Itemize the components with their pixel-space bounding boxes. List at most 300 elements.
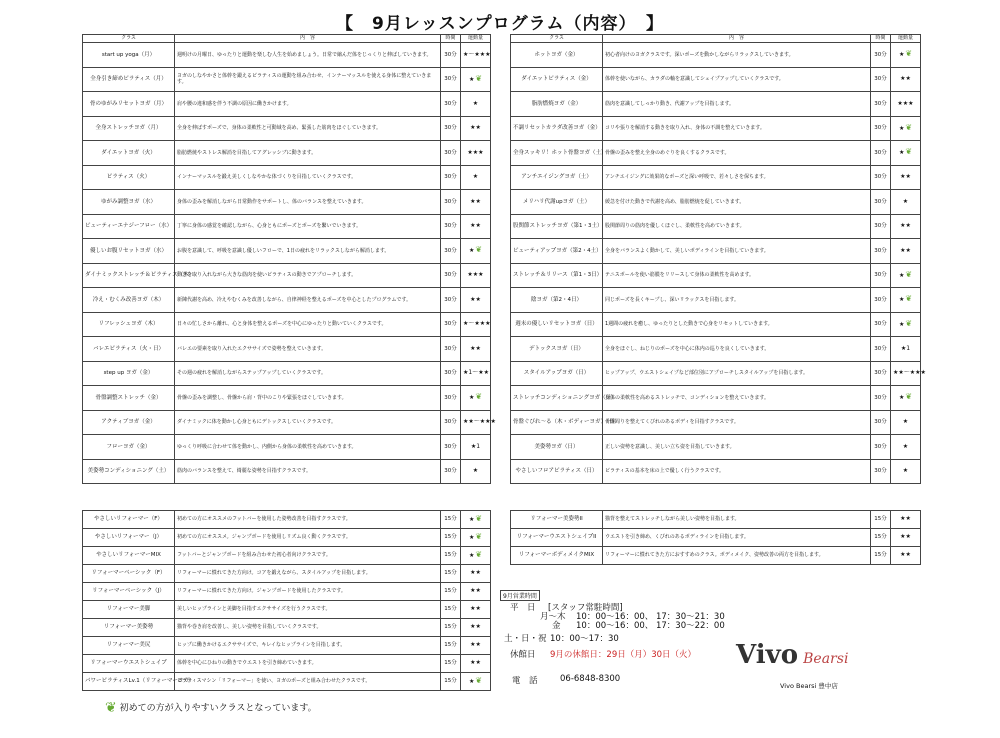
class-description-text: ピラティスマシン「リフォーマー」を使い、ヨガのポーズと組み合わせたクラスです。	[177, 678, 371, 685]
class-description	[603, 92, 871, 117]
class-row	[511, 337, 921, 362]
class-intensity-text: ★★～★★★	[463, 418, 496, 425]
class-description-text: ゆっくり呼吸に合わせて体を動かし、内側から身体の柔軟性を高めていきます。	[177, 443, 357, 450]
class-duration-text: 15分	[444, 624, 457, 631]
class-duration-text: 30分	[874, 125, 887, 131]
class-description-text: 猫背や巻き肩を改善し、美しい姿勢を目指していくクラスです。	[177, 624, 322, 631]
class-row	[83, 263, 491, 288]
class-name-text: 美姿勢ヨガ（日）	[534, 443, 579, 450]
class-intensity	[891, 435, 921, 460]
class-description	[603, 214, 871, 239]
class-intensity-text: ★	[902, 197, 909, 205]
class-description	[603, 529, 871, 547]
class-intensity	[891, 288, 921, 313]
class-description-text: テニスボールを使い筋膜をリリースして身体の柔軟性を高めます。	[605, 272, 755, 279]
beginner-leaf-icon: ❦	[905, 49, 913, 58]
class-name	[83, 214, 175, 239]
class-duration	[871, 386, 891, 411]
class-intensity	[461, 410, 496, 435]
class-intensity	[461, 619, 491, 637]
class-description	[175, 673, 441, 691]
class-duration-text: 30分	[874, 247, 887, 254]
mon-thu-hours: 10：00～16：00、 17：30～21：30	[576, 612, 725, 622]
class-intensity	[461, 288, 491, 313]
class-name-text: アクティブヨガ（金）	[101, 419, 156, 425]
class-name-text: 脂肪燃焼ヨガ（金）	[531, 100, 582, 107]
class-duration-text: 30分	[874, 223, 887, 229]
class-intensity	[891, 511, 921, 529]
logo-subtitle: Vivo Bearsi 豊中店	[780, 682, 838, 690]
class-intensity	[461, 190, 491, 215]
class-row	[511, 386, 921, 411]
holiday-label: 休館日	[510, 650, 536, 660]
class-description-text: 週明けの月曜日、ゆったりと運動を楽しむ人生を始めましょう。日常で縮んだ体をじっくりと伸ばしていきます。	[177, 51, 432, 58]
class-description	[603, 263, 871, 288]
class-intensity	[891, 386, 921, 411]
class-name	[83, 165, 175, 190]
class-duration-text: 30分	[444, 174, 457, 180]
class-duration	[871, 435, 891, 460]
class-intensity-text: ★★	[470, 344, 481, 352]
class-duration-text: 30分	[444, 51, 457, 58]
class-intensity-text: ★	[902, 467, 909, 474]
class-description	[175, 361, 441, 386]
class-name	[83, 529, 175, 547]
class-name	[83, 637, 175, 655]
class-intensity	[461, 673, 491, 691]
class-duration-text: 30分	[444, 223, 457, 229]
class-name-text: リフォーマー美姿勢II	[530, 516, 583, 523]
class-row	[511, 190, 921, 215]
class-intensity	[891, 263, 921, 288]
class-name	[83, 459, 175, 484]
class-row	[83, 637, 491, 655]
class-duration-text: 30分	[444, 296, 457, 303]
class-row	[83, 92, 491, 117]
class-name-text: 陰ヨガ（第2・4日）	[531, 296, 582, 303]
class-name	[511, 92, 603, 117]
beginner-leaf-icon: ❦	[475, 392, 483, 401]
class-row	[511, 312, 921, 337]
class-name-text: リフォーマーベーシック（F）	[91, 570, 166, 577]
class-row	[511, 165, 921, 190]
class-intensity	[461, 511, 491, 529]
class-duration-text: 30分	[444, 321, 457, 327]
class-description-text: 1週間の疲れを癒し、ゆったりとした動きで心身をリセットしていきます。	[605, 321, 773, 328]
header-level: 運動量	[461, 35, 491, 43]
class-name	[83, 239, 175, 264]
class-name-text: リフォーマーウエストシェイプII	[516, 534, 597, 541]
class-name	[83, 43, 175, 68]
class-intensity-text: ★★	[900, 551, 911, 559]
class-duration	[871, 43, 891, 68]
header-content: 内 容	[175, 35, 441, 43]
class-duration	[441, 67, 461, 92]
class-description-text: 動きを取り入れながら大きな筋肉を使いピラティスの動きでアプローチします。	[177, 272, 357, 279]
class-name	[511, 263, 603, 288]
class-intensity-text: ★★	[900, 75, 911, 82]
class-row	[511, 92, 921, 117]
class-intensity	[461, 312, 491, 337]
class-duration	[871, 410, 891, 435]
class-duration	[441, 655, 461, 673]
class-name	[83, 92, 175, 117]
class-intensity-text: ★	[898, 394, 905, 401]
class-description	[175, 67, 441, 92]
class-duration	[441, 165, 461, 190]
class-duration-text: 30分	[874, 468, 887, 474]
beginner-leaf-icon: ❦	[905, 147, 913, 156]
class-description-text: インナーマッスルを鍛え美しくしなやかな体づくりを目指していくクラスです。	[177, 174, 357, 181]
weekend-hours: 10：00～17：30	[550, 634, 619, 644]
class-name	[511, 435, 603, 460]
class-name	[511, 361, 603, 386]
class-row	[83, 239, 491, 264]
class-description-text: アンチエイジングに効果的なポーズと深い呼吸で、若々しさを保ちます。	[605, 174, 769, 181]
class-duration-text: 30分	[444, 149, 457, 156]
class-row	[83, 190, 491, 215]
class-description-text: 日々の忙しさから離れ、心と身体を整えるポーズを中心にゆったりと動いていくクラスです。	[177, 321, 387, 328]
class-description-text: 身体の柔軟性を高めるストレッチで、コンディションを整えていきます。	[605, 394, 769, 401]
class-description-text: 緩急を付けた動きで代謝を高め、脂肪燃焼を促していきます。	[605, 198, 745, 205]
class-description	[603, 337, 871, 362]
class-intensity-text: ★～★★★	[463, 320, 491, 327]
class-intensity-text: ★	[472, 467, 479, 474]
class-duration	[871, 141, 891, 166]
class-description-text: ダイナミックに体を動かし心身ともにデトックスしていくクラスです。	[177, 419, 337, 426]
class-intensity-text: ★1	[900, 344, 911, 352]
class-duration-text: 30分	[444, 272, 457, 278]
header-content: 内 容	[603, 35, 871, 43]
class-name	[511, 337, 603, 362]
class-duration-text: 30分	[874, 296, 887, 303]
class-intensity-text: ★★	[470, 641, 481, 649]
class-name-text: 全身引き締めピラティス（月）	[90, 76, 167, 82]
class-duration	[871, 529, 891, 547]
class-intensity	[891, 312, 921, 337]
class-intensity	[461, 601, 491, 619]
class-row	[511, 43, 921, 68]
header-class: クラス	[511, 35, 603, 43]
tel-label: 電 話	[512, 676, 538, 686]
class-description-text: ピラティスの基本を床の上で優しく行うクラスです。	[605, 468, 725, 475]
mon-thu-label: 月～木	[540, 612, 566, 622]
class-intensity-text: ★★	[900, 222, 911, 229]
class-intensity	[461, 92, 491, 117]
class-duration-text: 30分	[444, 419, 457, 425]
class-description-text: 全身をほぐし、ねじりのポーズを中心に体内の巡りを良くしていきます。	[605, 345, 770, 352]
class-description	[603, 459, 871, 484]
class-name-text: 冷え・むくみ改善ヨガ（木）	[92, 296, 165, 303]
class-duration	[871, 116, 891, 141]
class-duration	[441, 547, 461, 565]
class-duration	[441, 619, 461, 637]
class-duration-text: 30分	[874, 272, 887, 278]
class-duration	[441, 361, 461, 386]
fri-label: 金	[552, 621, 561, 631]
class-name-text: 骨盤調整ストレッチ（金）	[95, 394, 162, 401]
class-intensity	[891, 67, 921, 92]
class-duration-text: 30分	[444, 125, 457, 131]
class-intensity-text: ★★★	[897, 99, 914, 107]
class-description-text: 同じポーズを長くキープし、深いリラックスを目指します。	[605, 296, 739, 303]
beginner-leaf-icon: ❦	[105, 700, 117, 716]
class-intensity	[461, 116, 491, 141]
class-intensity-text: ★	[468, 75, 475, 83]
class-duration	[871, 190, 891, 215]
beginner-leaf-icon: ❦	[475, 73, 483, 83]
class-duration	[871, 288, 891, 313]
class-intensity-text: ★	[468, 394, 475, 401]
class-duration	[871, 214, 891, 239]
class-duration	[441, 43, 461, 68]
class-intensity	[461, 214, 491, 239]
class-duration-text: 30分	[874, 76, 887, 82]
schedule-table-left-top	[82, 34, 496, 484]
class-description	[175, 601, 441, 619]
class-name	[511, 67, 603, 92]
class-intensity	[461, 165, 491, 190]
tel-value: 06-6848-8300	[560, 674, 621, 684]
class-intensity	[461, 529, 491, 547]
class-name	[83, 673, 195, 691]
class-name	[83, 361, 175, 386]
class-name	[83, 583, 175, 601]
class-intensity-text: ★	[898, 320, 905, 328]
class-name	[83, 337, 175, 362]
class-name-text: リフォーマーベーシック（J）	[92, 588, 165, 595]
class-description	[603, 190, 871, 215]
class-description-text: 体幹を中心にひねりの動きでウエストを引き締めていきます。	[177, 660, 317, 667]
class-duration	[871, 337, 891, 362]
class-duration	[441, 214, 461, 239]
class-description-text: リフォーマーに慣れてきた方向け。コアを鍛えながら、スタイルアップを目指します。	[177, 570, 371, 577]
class-description-text: 全身を伸ばすポーズで、身体の柔軟性と可動域を高め、緊張した筋肉をほぐしていきます。	[177, 125, 382, 132]
class-name	[83, 263, 195, 288]
class-description	[175, 583, 441, 601]
class-duration-text: 15分	[444, 552, 457, 559]
class-intensity-text: ★★	[470, 222, 481, 229]
class-name-text: ピラティス（火）	[106, 174, 151, 180]
class-intensity	[891, 116, 921, 141]
class-row	[83, 312, 491, 337]
class-row	[83, 655, 491, 673]
class-duration-text: 15分	[444, 516, 457, 523]
class-duration-text: 30分	[874, 443, 887, 450]
header-class: クラス	[83, 35, 175, 43]
class-intensity	[891, 459, 921, 484]
class-intensity-text: ★	[902, 418, 909, 425]
class-row	[83, 601, 491, 619]
class-description-text: お腹を意識して、呼吸を意識し優しいフローで、1日の疲れをリラックスしながら解消します。	[177, 247, 390, 254]
class-intensity	[461, 141, 491, 166]
class-name	[511, 288, 603, 313]
class-description	[175, 529, 441, 547]
class-intensity	[461, 263, 491, 288]
class-intensity-text: ★	[898, 149, 905, 156]
class-row	[83, 288, 491, 313]
class-duration	[441, 601, 461, 619]
holiday-value: 9月の休館日：29日（月）30日（火）	[550, 650, 697, 660]
class-row	[83, 619, 491, 637]
class-duration-text: 15分	[874, 516, 887, 523]
class-description-text: 身体の歪みを解消しながら日常動作をサポートし、体のバランスを整えていきます。	[177, 198, 367, 205]
class-name	[511, 43, 603, 68]
beginner-leaf-icon: ❦	[905, 294, 913, 303]
class-name-text: step up ヨガ（金）	[103, 370, 154, 376]
class-description-text: ウエストを引き締め、くびれのあるボディラインを目指します。	[605, 534, 749, 541]
class-intensity-text: ★	[898, 51, 905, 58]
beginner-leaf-icon: ❦	[475, 675, 483, 685]
class-intensity	[891, 547, 921, 565]
class-intensity	[461, 459, 491, 484]
class-description-text: 猫背を整えてストレッチしながら美しい姿勢を目指します。	[605, 516, 740, 523]
class-name	[83, 67, 175, 92]
class-description-text: その週の疲れを解消しながらステップアップしていくクラスです。	[177, 370, 327, 377]
class-name	[511, 459, 603, 484]
class-description-text: 体幹を使いながら、カラダの軸を意識してシェイプアップしていくクラスです。	[605, 76, 784, 83]
class-description-text: 骨盤の歪みを整え全身のめぐりを良くするクラスです。	[605, 149, 730, 156]
class-duration	[871, 511, 891, 529]
class-description	[603, 288, 871, 313]
class-duration-text: 15分	[444, 642, 457, 649]
class-name-text: 全身ストレッチヨガ（月）	[95, 125, 162, 131]
class-duration-text: 30分	[874, 370, 887, 376]
class-duration	[871, 239, 891, 264]
class-intensity	[461, 565, 491, 583]
class-description-text: 筋肉のバランスを整えて、綺麗な姿勢を目指すクラスです。	[177, 468, 312, 475]
class-row	[511, 67, 921, 92]
class-row	[83, 511, 491, 529]
class-name-text: バレエピラティス（火・日）	[92, 345, 165, 352]
class-description	[603, 116, 871, 141]
class-name	[83, 435, 175, 460]
class-row	[83, 435, 491, 460]
class-description-text: 筋肉を意識してしっかり動き、代謝アップを目指します。	[605, 100, 735, 107]
class-duration	[871, 547, 891, 565]
class-name-text: 週末の優しいリセットヨガ（日）	[515, 321, 598, 327]
class-duration-text: 30分	[874, 174, 887, 180]
class-name-text: リフォーマー美姿勢	[103, 624, 154, 631]
class-name-text: スタイルアップヨガ（日）	[523, 370, 590, 376]
class-row	[83, 583, 491, 601]
class-description	[175, 511, 441, 529]
class-name	[511, 312, 603, 337]
class-description-text: 股関節周りの筋肉を優しくほぐし、柔軟性を高めていきます。	[605, 223, 745, 230]
class-description	[603, 141, 871, 166]
class-description-text: 初めての方にオススメ。ジャンプボードを使用しリズム良く動くクラスです。	[177, 534, 351, 541]
header-level: 運動量	[891, 35, 921, 43]
class-duration	[871, 263, 891, 288]
class-intensity	[891, 141, 921, 166]
class-row	[511, 435, 921, 460]
class-intensity-text: ★★	[470, 197, 481, 205]
class-intensity	[891, 165, 921, 190]
class-row	[83, 337, 491, 362]
class-row	[83, 116, 491, 141]
class-intensity-text: ★	[898, 271, 905, 279]
schedule-table-right-bottom	[510, 510, 921, 565]
class-row	[83, 67, 491, 92]
class-duration	[441, 583, 461, 601]
class-description	[603, 361, 871, 386]
class-intensity-text: ★	[472, 173, 479, 180]
class-duration-text: 15分	[444, 534, 457, 541]
class-row	[83, 141, 491, 166]
class-name-text: リフォーマー美尻	[106, 642, 151, 649]
class-description	[603, 511, 871, 529]
class-intensity	[891, 410, 921, 435]
class-name	[511, 511, 603, 529]
class-intensity-text: ★★	[470, 569, 481, 577]
class-row	[511, 459, 921, 484]
class-description-text: ヨガのしなやかさと体幹を鍛えるピラティスの運動を組み合わせ、インナーマッスルを使える身体に整えていきます。	[177, 73, 432, 86]
class-name-text: 不調リセットカラダ改善ヨガ（金）	[513, 125, 601, 131]
class-intensity-text: ★★	[470, 605, 481, 613]
class-duration	[441, 312, 461, 337]
class-intensity-text: ★★～★★★	[893, 369, 926, 376]
staff-label: [スタッフ常駐時間]	[548, 603, 623, 613]
class-intensity-text: ★	[468, 533, 475, 541]
class-duration-text: 30分	[444, 394, 457, 401]
class-duration	[441, 239, 461, 264]
class-description-text: 肩や腰の違和感を伴う不調の原因に働きかけます。	[177, 100, 292, 107]
class-duration	[871, 459, 891, 484]
vivo-bearsi-logo	[736, 640, 886, 690]
class-name-text: やさしいリフォーマー（J）	[94, 534, 163, 541]
class-description-text: リフォーマーに慣れてきた方向け。ジャンプボードを使用したクラスです。	[177, 588, 346, 595]
class-description-text: 丁寧に身体の感覚を確認しながら、心身ともにポーズとポーズを繋いでいきます。	[177, 223, 362, 230]
class-name-text: リフォーマーボディメイクMIX	[518, 552, 595, 559]
class-duration	[441, 529, 461, 547]
class-description	[175, 337, 441, 362]
class-duration-text: 15分	[444, 588, 457, 595]
class-name-text: 美姿勢コンディショニング（土）	[87, 468, 170, 474]
class-duration	[441, 459, 461, 484]
class-duration-text: 30分	[874, 321, 887, 327]
fri-hours: 10：00～16：00、 17：30～22：00	[576, 621, 725, 631]
class-name	[83, 141, 175, 166]
class-name	[83, 288, 175, 313]
class-description	[603, 386, 871, 411]
class-intensity-text: ★	[898, 124, 905, 132]
weekend-label: 土・日・祝	[504, 634, 547, 644]
class-description	[175, 165, 441, 190]
class-duration-text: 15分	[444, 678, 457, 685]
class-description	[175, 92, 441, 117]
class-intensity	[891, 361, 926, 386]
class-intensity-text: ★～★★★	[463, 50, 491, 58]
class-name	[511, 529, 603, 547]
beginner-leaf-icon: ❦	[905, 392, 913, 401]
class-duration	[441, 435, 461, 460]
beginner-leaf-icon: ❦	[475, 245, 483, 254]
class-intensity	[461, 361, 491, 386]
class-name	[83, 190, 175, 215]
footnote	[105, 700, 317, 716]
class-intensity-text: ★★	[900, 515, 911, 523]
schedule-table-left-bottom	[82, 510, 491, 691]
class-intensity	[461, 583, 491, 601]
class-name-text: メリハリ代謝upヨガ（土）	[522, 198, 591, 205]
class-row	[511, 288, 921, 313]
class-description-text: フットバーとジャンプボードを組み合わせた初心者向けクラスです。	[177, 552, 331, 559]
class-name-text: やさしいリフォーマーMIX	[96, 552, 161, 559]
beginner-leaf-icon: ❦	[905, 122, 913, 132]
class-description	[175, 190, 441, 215]
class-description	[175, 141, 441, 166]
class-description	[175, 214, 441, 239]
